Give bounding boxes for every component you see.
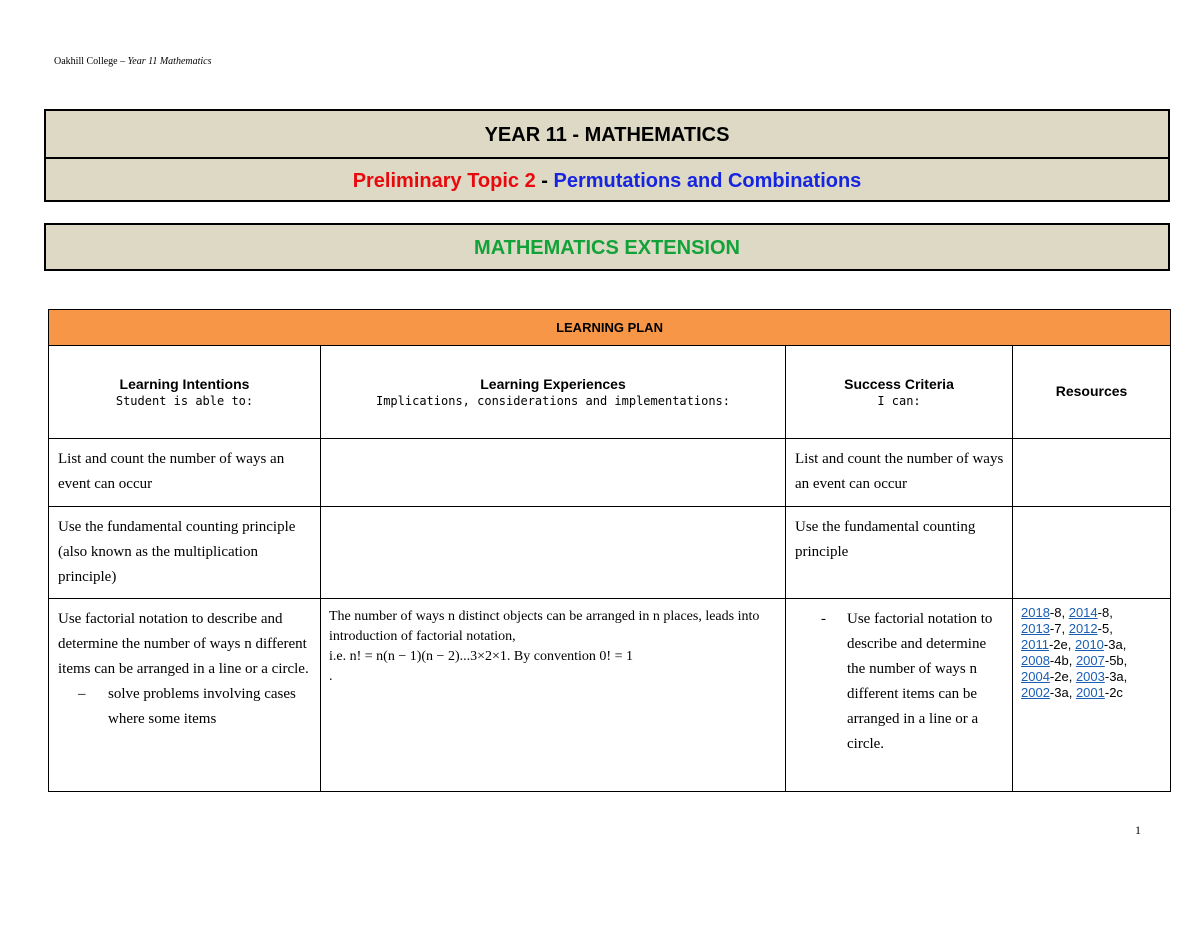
col-head-criteria <box>786 346 1013 439</box>
resource-suffix: -8, <box>1049 605 1069 620</box>
resource-link[interactable]: 2010 <box>1074 637 1104 652</box>
experiences-sub: Implications, considerations and implementations: <box>375 394 730 408</box>
criteria-sub: I can: <box>877 394 921 408</box>
resource-suffix: -3a, <box>1049 685 1076 700</box>
resource-link[interactable]: 2003 <box>1075 669 1105 684</box>
intention-cell <box>49 599 321 792</box>
resource-suffix: -8, <box>1097 605 1113 620</box>
col-head-experiences <box>321 346 786 439</box>
table-row <box>49 439 1171 507</box>
resource-suffix: -5b, <box>1104 653 1128 668</box>
bullet-text: solve problems involving cases where some items <box>108 686 296 727</box>
resource-link[interactable]: 2012 <box>1068 621 1098 636</box>
course-title: YEAR 11 - MATHEMATICS <box>46 111 1168 159</box>
resource-link[interactable]: 2002 <box>1021 685 1050 700</box>
col-head-resources <box>1013 346 1171 439</box>
intentions-sub: Student is able to: <box>115 394 254 408</box>
resource-suffix: -2c <box>1104 685 1123 700</box>
resource-link[interactable]: 2001 <box>1075 685 1105 700</box>
resource-suffix: -2e, <box>1048 637 1075 652</box>
resource-suffix: -7, <box>1049 621 1069 636</box>
resource-suffix: -3a, <box>1103 637 1127 652</box>
resource-link[interactable]: 2004 <box>1021 669 1050 684</box>
intention-bullet <box>58 682 312 732</box>
resources-cell <box>1013 599 1171 792</box>
intention-cell: Use the fundamental counting principle (also known as the multiplication principle) <box>49 507 321 599</box>
criteria-cell: List and count the number of ways an event can occur <box>786 439 1013 507</box>
bullet-mark: – <box>78 686 86 702</box>
experience-cell <box>321 599 786 792</box>
resources-cell <box>1013 439 1171 507</box>
resource-link[interactable]: 2014 <box>1068 605 1098 620</box>
learning-plan-title: LEARNING PLAN <box>49 310 1171 346</box>
extension-banner: MATHEMATICS EXTENSION <box>44 223 1170 271</box>
resource-links <box>1021 605 1164 701</box>
resources-heading: Resources <box>1055 383 1128 399</box>
running-header <box>54 56 212 67</box>
experience-line-3: . <box>329 669 333 684</box>
criteria-text: Use factorial notation to describe and determine the number of ways n different items can be arranged in a line or a circle. <box>847 611 993 752</box>
intention-cell: List and count the number of ways an event can occur <box>49 439 321 507</box>
title-banner <box>44 109 1170 202</box>
topic-separator: - <box>535 170 554 192</box>
intentions-heading: Learning Intentions <box>119 376 250 392</box>
resource-link[interactable]: 2018 <box>1021 605 1050 620</box>
resource-suffix: -3a, <box>1104 669 1128 684</box>
resources-cell <box>1013 507 1171 599</box>
col-head-intentions <box>49 346 321 439</box>
criteria-cell: Use the fundamental counting principle <box>786 507 1013 599</box>
resource-link[interactable]: 2013 <box>1021 621 1050 636</box>
topic-title <box>46 159 1168 202</box>
learning-plan-table <box>48 309 1171 792</box>
criteria-mark: - <box>821 611 826 627</box>
criteria-heading: Success Criteria <box>844 376 954 392</box>
header-course: Year 11 Mathematics <box>127 56 212 67</box>
experiences-heading: Learning Experiences <box>480 376 626 392</box>
resource-link[interactable]: 2008 <box>1021 653 1050 668</box>
experience-cell <box>321 439 786 507</box>
resource-suffix: -2e, <box>1049 669 1076 684</box>
experience-line-1: The number of ways n distinct objects can be arranged in n places, leads into introduction of factorial notation, <box>329 609 760 644</box>
topic-prefix: Preliminary Topic 2 <box>352 170 536 192</box>
criteria-cell <box>786 599 1013 792</box>
resource-suffix: -4b, <box>1049 653 1076 668</box>
resource-link[interactable]: 2007 <box>1075 653 1105 668</box>
page-number: 1 <box>1135 823 1141 837</box>
header-school: Oakhill College – <box>54 56 128 67</box>
table-row <box>49 599 1171 792</box>
resource-suffix: -5, <box>1097 621 1113 636</box>
intention-text: Use factorial notation to describe and determine the number of ways n different items can be arranged in a line or a circle. <box>58 611 309 677</box>
table-row <box>49 507 1171 599</box>
topic-name: Permutations and Combinations <box>553 170 862 192</box>
resource-link[interactable]: 2011 <box>1021 637 1049 652</box>
experience-cell <box>321 507 786 599</box>
criteria-bullet <box>795 607 1004 757</box>
experience-line-2: i.e. n! = n(n − 1)(n − 2)...3×2×1. By convention 0! = 1 <box>329 649 633 664</box>
